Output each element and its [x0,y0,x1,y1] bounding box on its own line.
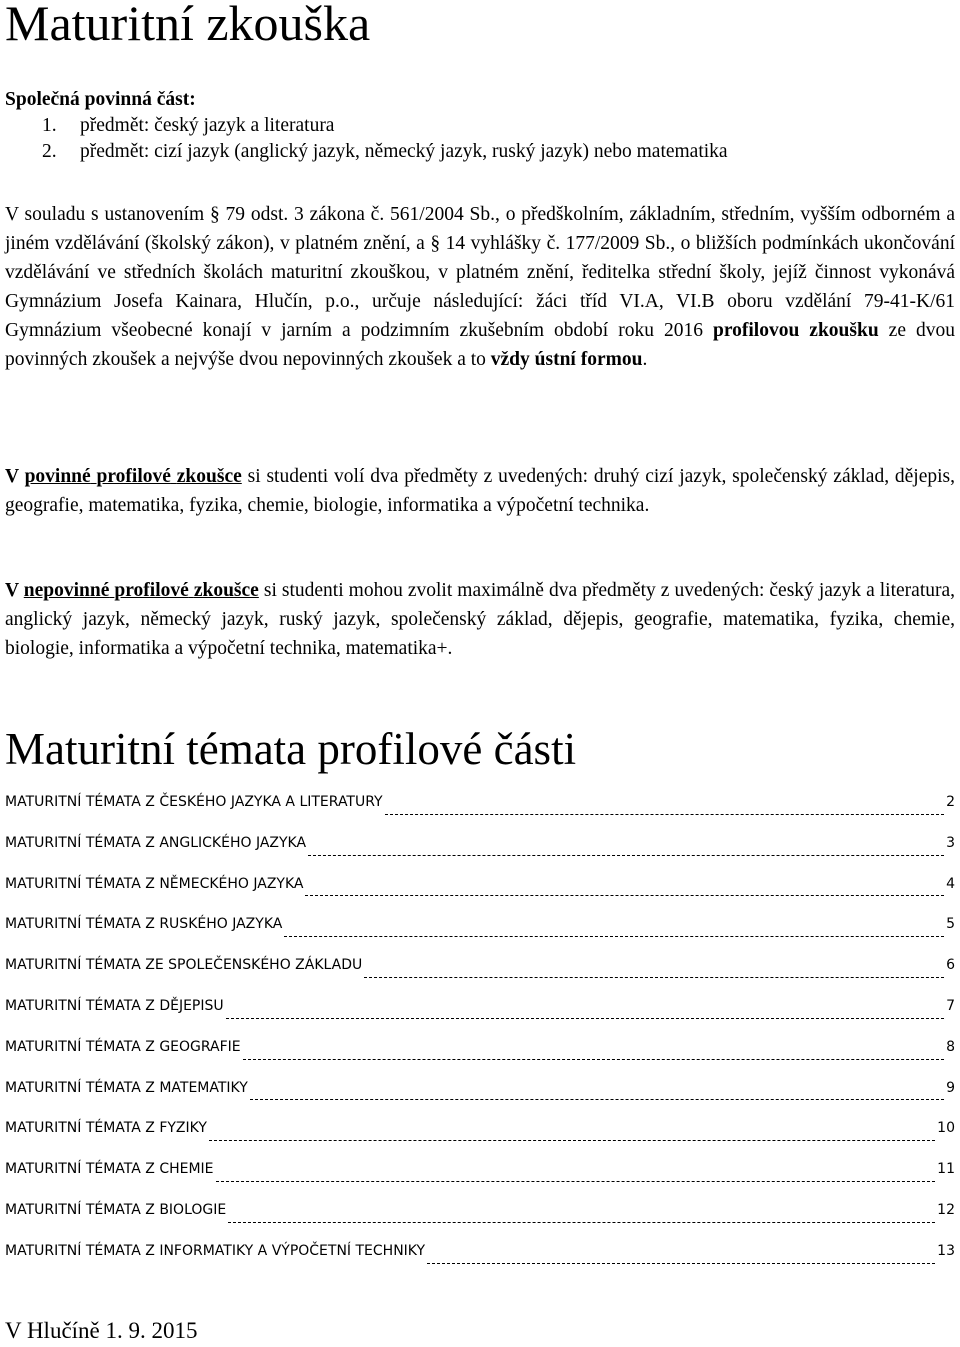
toc-entry-label: MATURITNÍ TÉMATA Z MATEMATIKY [5,1079,248,1096]
toc-page-number: 4 [946,875,955,892]
section-title: Maturitní témata profilové části [5,724,577,774]
toc-leader [209,1130,935,1141]
toc-entry[interactable] [5,996,955,1037]
profile-exam-term: profilovou zkoušku [712,320,879,341]
toc-entry-label: MATURITNÍ TÉMATA Z ANGLICKÉHO JAZYKA [5,834,307,851]
toc-page-number: 2 [946,794,955,810]
toc-entry-label: MATURITNÍ TÉMATA Z NĚMECKÉHO JAZYKA [5,875,304,892]
toc-page-number: 11 [937,1161,955,1178]
list-item-number: 1. [42,115,57,136]
common-part-section [5,87,955,165]
page-title: Maturitní zkouška [5,0,371,51]
toc-entry-label: MATURITNÍ TÉMATA Z INFORMATIKY A VÝPOČETNÍ TECHNIKY [5,1242,426,1259]
toc-page-number: 3 [946,834,955,851]
list-item-text: předmět: český jazyk a literatura [80,115,335,136]
toc-entry-label: MATURITNÍ TÉMATA Z CHEMIE [5,1161,214,1178]
heading-word: profilové [96,466,171,487]
toc-entry[interactable] [5,833,955,874]
toc-entry-label: MATURITNÍ TÉMATA Z FYZIKY [5,1120,207,1137]
toc-page-number: 5 [946,916,955,933]
toc-entry-label: MATURITNÍ TÉMATA Z BIOLOGIE [5,1201,227,1218]
toc-entry[interactable] [5,1241,955,1282]
toc-entry[interactable] [5,914,955,955]
paragraph-text: V souladu s ustanovením § 79 odst. 3 zákona č. 561/2004 Sb., o předškolním, základním, středním, vyšším odborném a jiném vzdělávání (školský zákon), v platném znění, a § 14 vyhlášky č. 177/2009 Sb., o bližších podmínkách ukončování vzdělávání ve středních školách maturitní zkouškou, v platném znění, ředitelka střední školy, jejíž činnost vykonává Gymnázium Josefa Kainara, Hlučín, p.o., určuje následující: žáci tříd VI.A, VI.B oboru vzdělání 79-41-K/61 Gymnázium všeobecné konají v jarním a podzimním zkušebním období roku 2016 [5,204,955,341]
paragraph-text: . [642,349,648,370]
toc-leader [385,804,944,815]
common-part-label: Společná povinná část: [5,89,196,110]
toc-entry[interactable] [5,874,955,915]
toc-leader [364,967,944,978]
heading-word: profilové [114,580,189,601]
list-item-number: 2. [42,141,57,162]
list-item [5,113,955,139]
list-item [5,139,955,165]
oral-form-term: vždy ústní formou [490,349,643,370]
heading-word: nepovinné [23,580,110,601]
toc-leader [243,1049,944,1060]
toc-entry[interactable] [5,1037,955,1078]
toc-leader [250,1089,944,1100]
table-of-contents [5,792,955,1282]
toc-page-number: 6 [946,957,955,974]
toc-page-number: 12 [937,1201,955,1218]
toc-entry-label: MATURITNÍ TÉMATA Z RUSKÉHO JAZYKA [5,916,283,933]
toc-page-number: 8 [946,1038,955,1055]
legal-paragraph [5,200,955,374]
toc-entry-label: MATURITNÍ TÉMATA Z DĚJEPISU [5,997,224,1014]
heading-word: V [5,580,24,601]
heading-word: povinné [24,466,91,487]
toc-page-number: 13 [937,1242,955,1259]
optional-exam-paragraph [5,576,955,663]
toc-page-number: 10 [937,1120,955,1137]
toc-entry-label: MATURITNÍ TÉMATA Z ČESKÉHO JAZYKA A LITERATURY [5,794,383,810]
toc-leader [226,1008,944,1019]
heading-word: zkoušce [193,580,259,601]
toc-leader [228,1212,935,1223]
toc-leader [427,1253,935,1264]
toc-page-number: 7 [946,997,955,1014]
toc-leader [308,845,944,856]
toc-entry-label: MATURITNÍ TÉMATA Z GEOGRAFIE [5,1038,241,1055]
common-part-list [5,113,955,165]
heading-word: V [5,466,25,487]
heading-word: zkoušce [176,466,242,487]
paragraph-text: si studenti mohou zvolit maximálně dva předměty z uvedených: český jazyk a literatura, anglický jazyk, německý jazyk, ruský jazyk, společenský základ, dějepis, geografie, matematika, fyzika, chemie, biologie, informatika a výpočetní technika, matematika+. [5,580,956,659]
date-footer: V Hlučíně 1. 9. 2015 [5,1318,198,1343]
mandatory-exam-paragraph [5,462,955,520]
paragraph-text: si studenti volí dva předměty z uvedených: druhý cizí jazyk, společenský základ, dějepis, geografie, matematika, fyzika, chemie, biologie, informatika a výpočetní technika. [5,466,956,516]
toc-page-number: 9 [946,1079,955,1096]
toc-leader [216,1171,936,1182]
toc-entry[interactable] [5,1159,955,1200]
toc-entry[interactable] [5,1118,955,1159]
paragraph-text: ze dvou povinných zkoušek a nejvýše dvou nepovinných zkoušek a to [5,320,955,370]
toc-entry[interactable] [5,955,955,996]
toc-entry[interactable] [5,792,955,833]
toc-entry[interactable] [5,1078,955,1119]
toc-entry[interactable] [5,1200,955,1241]
toc-leader [284,926,944,937]
list-item-text: předmět: cizí jazyk (anglický jazyk, německý jazyk, ruský jazyk) nebo matematika [80,141,728,162]
toc-entry-label: MATURITNÍ TÉMATA ZE SPOLEČENSKÉHO ZÁKLADU [5,957,363,974]
toc-leader [305,885,944,896]
